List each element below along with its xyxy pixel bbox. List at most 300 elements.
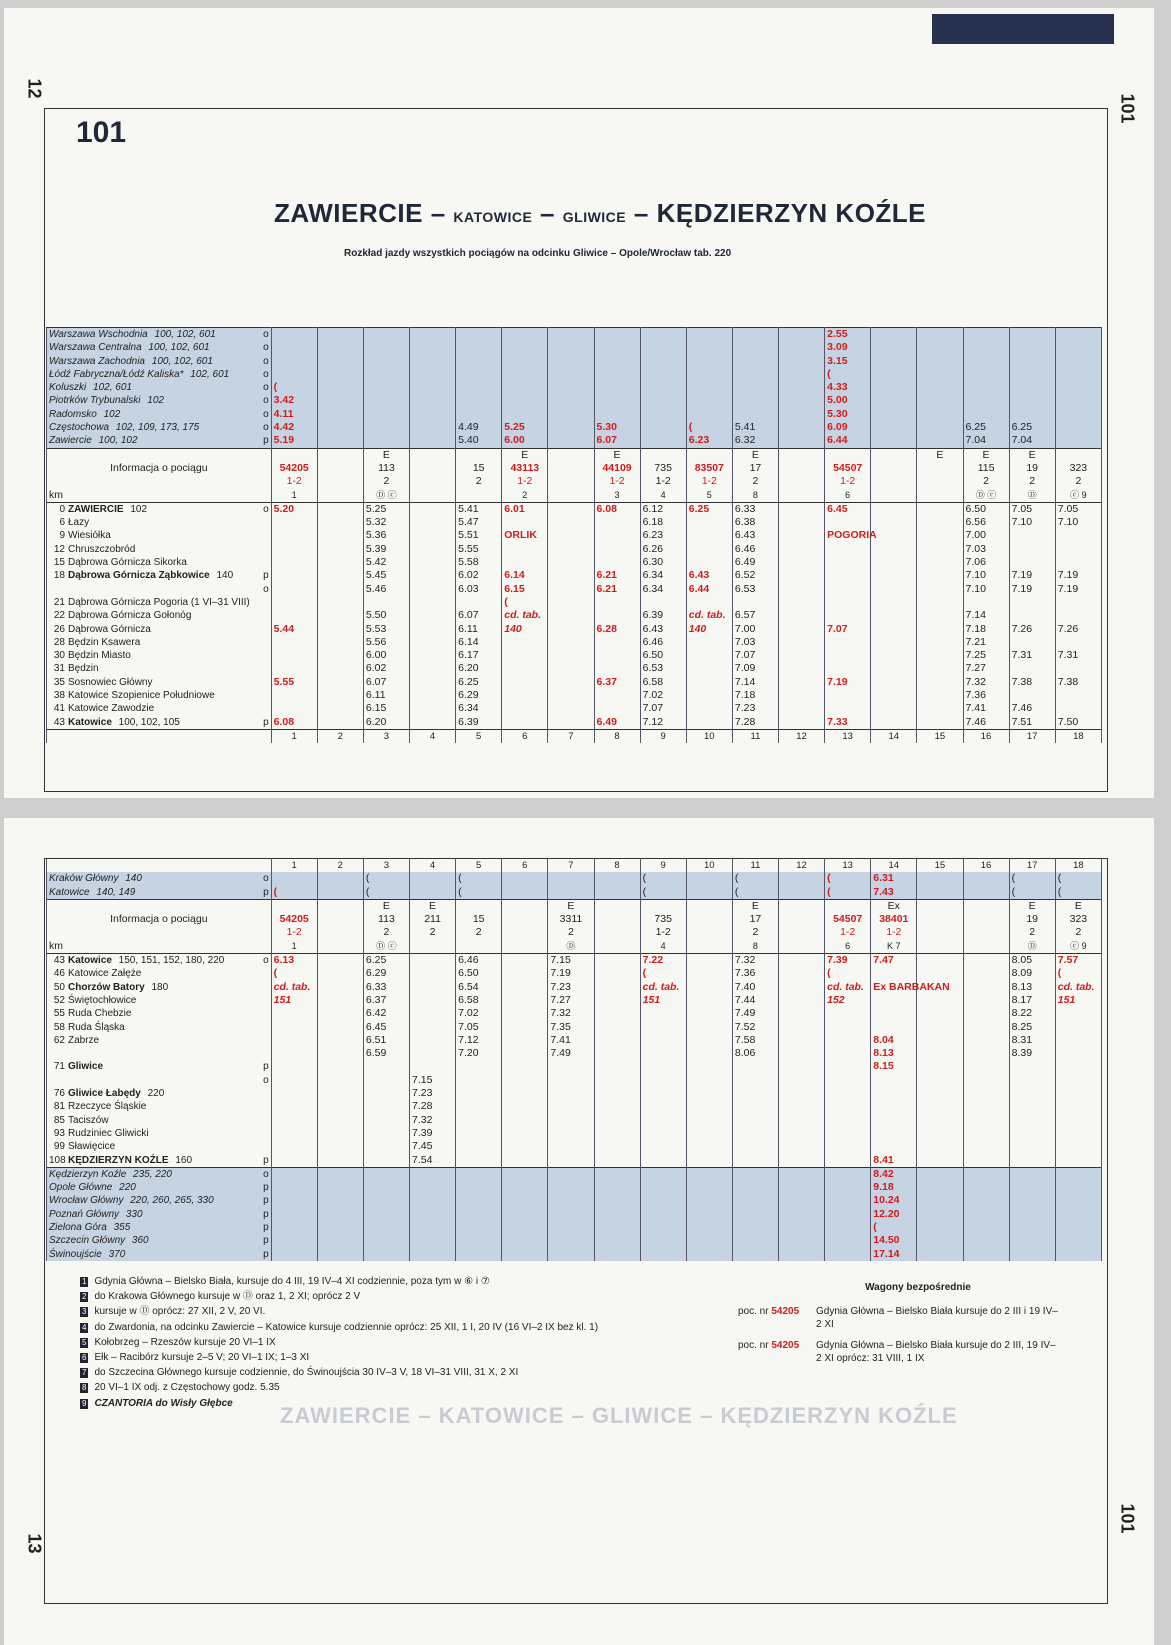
time-cell: 6.43: [686, 569, 732, 582]
time-cell: [363, 1060, 409, 1073]
time-cell: [963, 1007, 1009, 1020]
column-number: [47, 859, 272, 873]
time-cell: [410, 1194, 456, 1207]
time-cell: [410, 1060, 456, 1073]
time-cell: [917, 609, 963, 622]
km-value: 21: [53, 596, 65, 608]
time-cell: [317, 967, 363, 980]
table-row: [47, 1234, 1102, 1247]
time-cell: 7.28: [732, 716, 778, 730]
table-row: [47, 981, 1102, 994]
time-cell: [825, 1154, 871, 1168]
time-cell: 14.50: [871, 1234, 917, 1247]
time-cell: [825, 1007, 871, 1020]
time-cell: [640, 434, 686, 448]
time-cell: 6.42: [363, 1007, 409, 1020]
page-number-right: 101: [1117, 1503, 1138, 1534]
time-cell: [871, 355, 917, 368]
time-cell: 7.19: [1055, 583, 1101, 596]
time-cell: [686, 1248, 732, 1261]
train-number: 211: [410, 913, 456, 926]
time-cell: (: [363, 886, 409, 900]
time-cell: [410, 623, 456, 636]
time-cell: 5.44: [271, 623, 317, 636]
time-cell: [502, 1127, 548, 1140]
time-cell: [917, 341, 963, 354]
train-letter: [548, 448, 594, 462]
time-cell: [1055, 609, 1101, 622]
time-cell: 4.49: [456, 421, 502, 434]
train-class: [594, 926, 640, 939]
time-cell: 7.36: [963, 689, 1009, 702]
train-number: 43113: [502, 462, 548, 475]
time-cell: [779, 981, 825, 994]
table-row: [47, 689, 1102, 702]
footnote-item: [80, 1350, 598, 1365]
time-cell: [548, 1114, 594, 1127]
time-cell: [363, 1248, 409, 1261]
time-cell: [317, 1154, 363, 1168]
time-cell: [502, 556, 548, 569]
station-name: Łódź Fabryczna/Łódź Kaliska*: [49, 368, 184, 380]
time-cell: 7.28: [410, 1100, 456, 1113]
column-number: 9: [640, 729, 686, 743]
table-row: [47, 543, 1102, 556]
time-cell: [1055, 434, 1101, 448]
time-cell: [640, 596, 686, 609]
through-coach-text: Gdynia Główna – Bielsko Biała kursuje do 2 III, 19 IV–2 XI oprócz: 31 VIII, 1 IX: [816, 1340, 1056, 1364]
time-cell: [317, 1127, 363, 1140]
time-cell: [871, 662, 917, 675]
time-cell: [502, 1208, 548, 1221]
footnote-text: do Krakowa Głównego kursuje w Ⓓ oraz 1, 2 XI; oprócz 2 V: [94, 1291, 361, 1303]
time-cell: [502, 1034, 548, 1047]
column-number: 16: [963, 859, 1009, 873]
time-cell: [594, 408, 640, 421]
station-ref: 102: [100, 408, 121, 420]
train-class: [779, 475, 825, 488]
train-number: [686, 913, 732, 926]
time-cell: [594, 1181, 640, 1194]
station-ref: 140, 149: [93, 886, 136, 898]
station-ref: 102, 601: [90, 382, 132, 394]
time-cell: 7.49: [548, 1047, 594, 1060]
time-cell: [410, 1021, 456, 1034]
station-ref: 100, 102, 105: [115, 716, 180, 728]
train-class: [317, 926, 363, 939]
train-class: 1-2: [594, 475, 640, 488]
table-row: [47, 1100, 1102, 1113]
time-cell: [317, 1194, 363, 1207]
km-value: 76: [53, 1088, 65, 1100]
train-class: [917, 926, 963, 939]
km-value: 93: [53, 1127, 65, 1139]
station-cell: [47, 967, 272, 980]
time-cell: [502, 1021, 548, 1034]
station-ref: 100, 102, 601: [145, 342, 210, 354]
time-cell: [871, 609, 917, 622]
time-cell: [1055, 368, 1101, 381]
label-cell: [47, 475, 272, 488]
time-cell: [271, 1140, 317, 1153]
station-name: Kędzierzyn Koźle: [49, 1168, 127, 1180]
arr-dep-mark: p: [263, 435, 269, 447]
time-cell: [594, 1060, 640, 1073]
time-cell: [548, 394, 594, 407]
time-cell: 7.05: [456, 1021, 502, 1034]
station-name: Będzin Ksawera: [68, 636, 141, 648]
station-name: Katowice Załęże: [68, 968, 142, 980]
station-name: Częstochowa: [49, 422, 110, 434]
train-note: 8: [732, 489, 778, 503]
time-cell: 7.19: [825, 676, 871, 689]
train-class: 1-2: [825, 475, 871, 488]
km-value: 30: [53, 650, 65, 662]
table-row: [47, 1154, 1102, 1168]
time-cell: (: [825, 967, 871, 980]
km-value: 35: [53, 676, 65, 688]
time-cell: [640, 1167, 686, 1181]
time-cell: 7.22: [640, 954, 686, 968]
train-number: 54205: [271, 913, 317, 926]
time-cell: 7.58: [732, 1034, 778, 1047]
label-cell: [47, 926, 272, 939]
time-cell: [1055, 1021, 1101, 1034]
table-row: [47, 1140, 1102, 1153]
time-cell: 8.25: [1009, 1021, 1055, 1034]
time-cell: [640, 1248, 686, 1261]
time-cell: [548, 662, 594, 675]
time-cell: 7.27: [548, 994, 594, 1007]
time-cell: [963, 368, 1009, 381]
time-cell: [825, 1181, 871, 1194]
train-number: 19: [1009, 913, 1055, 926]
time-cell: [456, 1154, 502, 1168]
time-cell: 7.44: [732, 994, 778, 1007]
train-number: [317, 462, 363, 475]
time-cell: 6.34: [456, 702, 502, 715]
time-cell: [363, 1087, 409, 1100]
time-cell: 6.37: [363, 994, 409, 1007]
time-cell: 7.09: [732, 662, 778, 675]
time-cell: 7.21: [963, 636, 1009, 649]
table-row: [47, 341, 1102, 354]
column-number: 16: [963, 729, 1009, 743]
column-number: 2: [317, 729, 363, 743]
time-cell: [548, 434, 594, 448]
time-cell: [686, 1007, 732, 1020]
time-cell: [594, 649, 640, 662]
time-cell: 7.39: [410, 1127, 456, 1140]
time-cell: [317, 408, 363, 421]
title-part: –: [633, 198, 649, 228]
station-name: Zawiercie: [49, 435, 92, 447]
time-cell: 6.11: [456, 623, 502, 636]
time-cell: [456, 408, 502, 421]
column-number: 9: [640, 859, 686, 873]
time-cell: [732, 1208, 778, 1221]
time-cell: [594, 981, 640, 994]
train-number: 323: [1055, 462, 1101, 475]
station-name: Radomsko: [49, 408, 97, 420]
column-number: 6: [502, 729, 548, 743]
through-coaches: [738, 1282, 1058, 1373]
footnote-text: Ełk – Racibórz kursuje 2–5 V; 20 VI–1 IX; 1–3 XI: [94, 1352, 310, 1364]
time-cell: (: [271, 967, 317, 980]
station-cell: [47, 1194, 272, 1207]
time-cell: [410, 1034, 456, 1047]
time-cell: [502, 662, 548, 675]
time-cell: [502, 1154, 548, 1168]
time-cell: [456, 341, 502, 354]
time-cell: 7.19: [1009, 569, 1055, 582]
train-number: 17: [732, 462, 778, 475]
time-cell: [779, 1221, 825, 1234]
time-cell: 5.30: [594, 421, 640, 434]
time-cell: [1055, 702, 1101, 715]
time-cell: [871, 702, 917, 715]
time-cell: [963, 1034, 1009, 1047]
time-cell: (: [825, 886, 871, 900]
arr-dep-mark: p: [263, 1248, 269, 1260]
station-cell: [47, 341, 272, 354]
time-cell: [548, 1234, 594, 1247]
time-cell: [1055, 1140, 1101, 1153]
time-cell: 6.25: [363, 954, 409, 968]
train-letter: E: [363, 899, 409, 913]
time-cell: [410, 502, 456, 516]
time-cell: [317, 1221, 363, 1234]
train-letter: Ex: [871, 899, 917, 913]
time-cell: [317, 543, 363, 556]
train-class: [686, 926, 732, 939]
time-cell: [1055, 1127, 1101, 1140]
time-cell: [640, 1127, 686, 1140]
station-name: Koluszki: [49, 382, 87, 394]
time-cell: [456, 1208, 502, 1221]
time-cell: 7.47: [871, 954, 917, 968]
time-cell: [917, 1154, 963, 1168]
time-cell: [456, 1167, 502, 1181]
time-cell: [410, 1167, 456, 1181]
footnote-number: 7: [82, 1368, 87, 1378]
time-cell: 7.04: [1009, 434, 1055, 448]
time-cell: [317, 676, 363, 689]
time-cell: 7.10: [1055, 516, 1101, 529]
time-cell: [271, 569, 317, 582]
time-cell: [917, 1248, 963, 1261]
station-name: Wiesiółka: [68, 530, 111, 542]
time-cell: (: [363, 872, 409, 885]
time-cell: [1055, 421, 1101, 434]
train-class: 2: [456, 926, 502, 939]
km-value: 55: [53, 1008, 65, 1020]
time-cell: [1009, 1140, 1055, 1153]
time-cell: cd. tab.: [825, 981, 871, 994]
time-cell: [548, 516, 594, 529]
time-cell: [1009, 689, 1055, 702]
table-row: [47, 502, 1102, 516]
time-cell: [1009, 328, 1055, 342]
station-cell: [47, 886, 272, 900]
time-cell: [917, 954, 963, 968]
time-cell: 6.23: [640, 529, 686, 542]
arr-dep-mark: o: [263, 583, 269, 595]
time-cell: [779, 1127, 825, 1140]
train-number: 54507: [825, 462, 871, 475]
time-cell: 6.50: [456, 967, 502, 980]
time-cell: [640, 1234, 686, 1247]
time-cell: 7.46: [963, 716, 1009, 730]
train-class: 1-2: [271, 926, 317, 939]
time-cell: [317, 583, 363, 596]
time-cell: [548, 1140, 594, 1153]
column-number: 10: [686, 729, 732, 743]
station-cell: [47, 1047, 272, 1060]
time-cell: [963, 886, 1009, 900]
station-cell: [47, 394, 272, 407]
time-cell: [871, 381, 917, 394]
time-cell: 6.50: [963, 502, 1009, 516]
time-cell: 7.20: [456, 1047, 502, 1060]
table-row: [47, 662, 1102, 675]
time-cell: [963, 1060, 1009, 1073]
time-cell: 6.02: [456, 569, 502, 582]
station-cell: [47, 596, 272, 609]
timetable-bottom: [46, 858, 1102, 1261]
time-cell: [271, 1248, 317, 1261]
time-cell: 5.32: [363, 516, 409, 529]
time-cell: 8.17: [1009, 994, 1055, 1007]
time-cell: [1055, 1181, 1101, 1194]
train-class: [871, 475, 917, 488]
time-cell: [410, 355, 456, 368]
time-cell: (: [686, 421, 732, 434]
time-cell: [686, 381, 732, 394]
station-name: Piotrków Trybunalski: [49, 395, 141, 407]
time-cell: [963, 1047, 1009, 1060]
time-cell: [779, 1234, 825, 1247]
time-cell: [917, 1047, 963, 1060]
train-number: 44109: [594, 462, 640, 475]
time-cell: [1055, 1208, 1101, 1221]
time-cell: 7.07: [732, 649, 778, 662]
time-cell: [686, 1167, 732, 1181]
time-cell: 7.46: [1009, 702, 1055, 715]
time-cell: [779, 381, 825, 394]
station-cell: [47, 381, 272, 394]
time-cell: [1009, 1208, 1055, 1221]
time-cell: [317, 702, 363, 715]
time-cell: [963, 1074, 1009, 1087]
time-cell: 5.55: [271, 676, 317, 689]
time-cell: [363, 1167, 409, 1181]
time-cell: 6.07: [594, 434, 640, 448]
table-row: [47, 609, 1102, 622]
station-ref: 180: [148, 981, 169, 993]
train-letter: [686, 899, 732, 913]
station-cell: [47, 1087, 272, 1100]
column-number: 12: [779, 859, 825, 873]
time-cell: [456, 1060, 502, 1073]
time-cell: [317, 649, 363, 662]
time-cell: [963, 328, 1009, 342]
footnote-text: 20 VI–1 IX odj. z Częstochowy godz. 5.35: [94, 1382, 280, 1394]
time-cell: 6.54: [456, 981, 502, 994]
time-cell: [917, 702, 963, 715]
time-cell: [732, 1167, 778, 1181]
time-cell: [917, 886, 963, 900]
time-cell: [686, 662, 732, 675]
time-cell: [917, 502, 963, 516]
time-cell: 7.23: [410, 1087, 456, 1100]
time-cell: [1055, 408, 1101, 421]
table-row: [47, 623, 1102, 636]
station-name: Rzeczyce Śląskie: [68, 1101, 147, 1113]
time-cell: [548, 1167, 594, 1181]
station-cell: [47, 689, 272, 702]
arr-dep-mark: p: [263, 1222, 269, 1234]
time-cell: [686, 1234, 732, 1247]
train-class: [779, 926, 825, 939]
time-cell: [871, 556, 917, 569]
time-cell: [686, 408, 732, 421]
time-cell: [1009, 355, 1055, 368]
time-cell: [1055, 1047, 1101, 1060]
time-cell: [502, 1181, 548, 1194]
time-cell: [963, 981, 1009, 994]
train-note: [917, 940, 963, 954]
time-cell: [1009, 543, 1055, 556]
time-cell: [686, 1047, 732, 1060]
time-cell: [410, 702, 456, 715]
time-cell: [917, 328, 963, 342]
time-cell: [502, 368, 548, 381]
station-ref: 220, 260, 265, 330: [127, 1195, 214, 1207]
time-cell: [410, 1181, 456, 1194]
time-cell: [548, 583, 594, 596]
station-cell: [47, 649, 272, 662]
time-cell: [917, 1100, 963, 1113]
footnote-number: 4: [82, 1322, 87, 1332]
time-cell: 6.32: [732, 434, 778, 448]
time-cell: 6.30: [640, 556, 686, 569]
time-cell: 5.46: [363, 583, 409, 596]
time-cell: [317, 1060, 363, 1073]
time-cell: 8.15: [871, 1060, 917, 1073]
time-cell: [779, 994, 825, 1007]
time-cell: 7.19: [1055, 569, 1101, 582]
time-cell: 6.34: [640, 583, 686, 596]
time-cell: [548, 502, 594, 516]
time-cell: (: [1009, 886, 1055, 900]
info-label: Informacja o pociągu: [47, 462, 272, 475]
time-cell: [917, 1114, 963, 1127]
time-cell: 8.13: [1009, 981, 1055, 994]
time-cell: [271, 1234, 317, 1247]
train-number: 113: [363, 913, 409, 926]
time-cell: [1055, 529, 1101, 542]
time-cell: 6.43: [640, 623, 686, 636]
time-cell: [1055, 662, 1101, 675]
train-class: [317, 475, 363, 488]
time-cell: [1009, 596, 1055, 609]
time-cell: [1009, 1181, 1055, 1194]
time-cell: [825, 1140, 871, 1153]
arr-dep-mark: p: [263, 1182, 269, 1194]
time-cell: [825, 1114, 871, 1127]
time-cell: [871, 1021, 917, 1034]
